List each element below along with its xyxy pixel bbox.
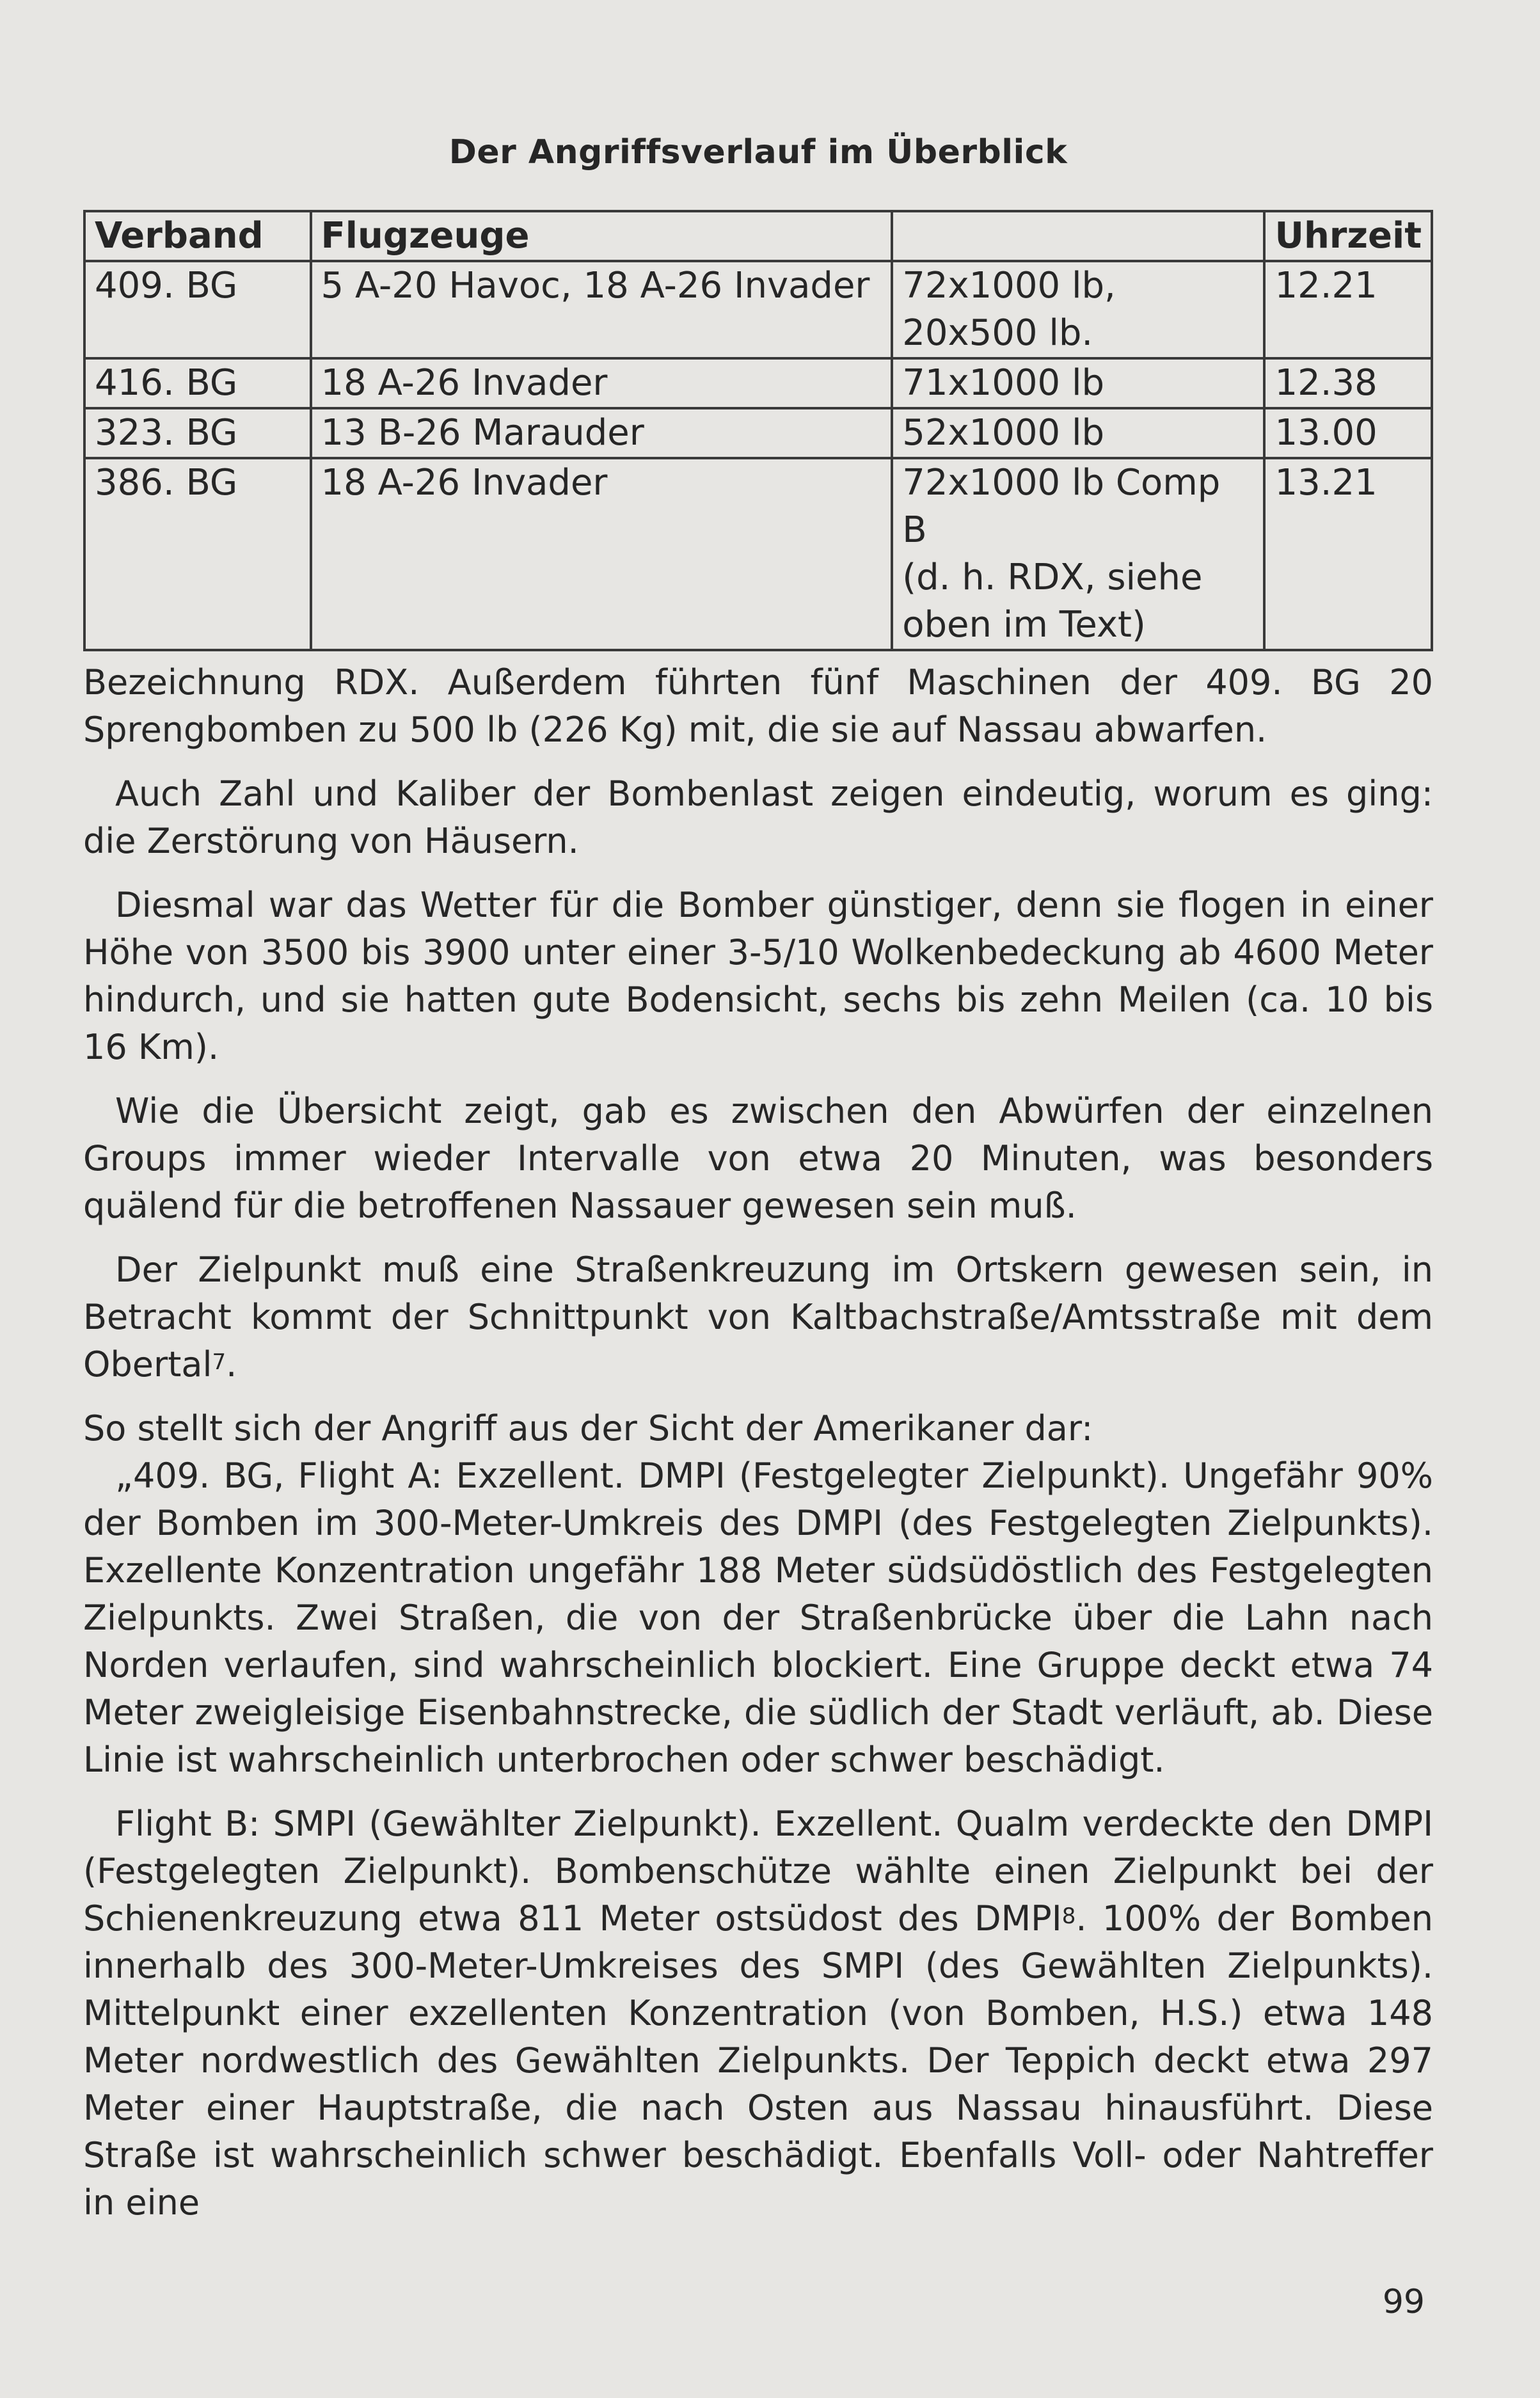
paragraph-text: Der Zielpunkt muß eine Straßenkreuzung im Ortskern gewesen sein, in Betracht kommt der Schnittpunkt von Kaltbachstraße/Amtsstraße mit dem Obertal — [83, 1250, 1433, 1385]
table-caption: Der Angriffsverlauf im Überblick — [449, 133, 1068, 171]
cell-unit: 416. BG — [84, 358, 311, 408]
bombload-line: 72x1000 lb, — [902, 265, 1116, 306]
bombload-line: 52x1000 lb — [902, 412, 1105, 454]
cell-bombload — [892, 458, 1264, 650]
paragraph-text: . — [226, 1344, 237, 1385]
quote-paragraph: „409. BG, Flight A: Exzellent. DMPI (Festgelegter Zielpunkt). Ungefähr 90% der Bomben im 300-Meter-Umkreis des DMPI (des Festgelegten Zielpunkts). Exzellente Konzentration ungefähr 188 Meter südsüdöstlich des Festgelegten Zielpunkts. Zwei Straßen, die von der Straßenbrücke über die Lahn nach Norden verlaufen, sind wahrscheinlich blockiert. Eine Gruppe deckt etwa 74 Meter zweigleisige Eisenbahnstrecke, die südlich der Stadt verläuft, ab. Diese Linie ist wahrscheinlich unterbrochen oder schwer beschädigt. — [83, 1456, 1433, 1780]
paragraph-text: Flight B: SMPI (Gewählter Zielpunkt). Exzellent. Qualm verdeckte den DMPI (Festgelegten Zielpunkt). Bombenschütze wählte einen Zielpunkt bei der Schienenkreuzung etwa 811 Meter ostsüdost des DMPI — [83, 1804, 1433, 1939]
bombload-line: 72x1000 lb Comp B — [902, 462, 1221, 551]
footnote-marker: 7 — [212, 1349, 226, 1375]
cell-unit: 409. BG — [84, 261, 311, 358]
table-row — [84, 458, 1432, 650]
cell-time: 13.21 — [1264, 458, 1432, 650]
cell-aircraft: 13 B-26 Marauder — [311, 408, 893, 458]
paragraph-text: . 100% der Bomben innerhalb des 300-Meter-Umkreises des SMPI (des Gewählten Zielpunkts). Mittelpunkt einer exzellenten Konzentration (von Bomben, H.S.) etwa 148 Meter nordwestlich des Gewählten Zielpunkts. Der Teppich deckt etwa 297 Meter einer Hauptstraße, die nach Osten aus Nassau hinausführt. Diese Straße ist wahrscheinlich schwer beschädigt. Ebenfalls Voll- oder Nahtreffer in eine — [83, 1898, 1434, 2223]
paragraph: So stellt sich der Angriff aus der Sicht der Amerikaner dar: — [83, 1408, 1093, 1449]
bombload-line: 71x1000 lb — [902, 362, 1105, 404]
header-unit: Verband — [84, 211, 311, 261]
header-time: Uhrzeit — [1264, 211, 1432, 261]
table-row — [84, 408, 1432, 458]
quote-paragraph — [83, 1800, 1433, 2227]
cell-unit: 386. BG — [84, 458, 311, 650]
table-row — [84, 261, 1432, 358]
attack-summary-table — [83, 210, 1433, 651]
cell-aircraft: 18 A-26 Invader — [311, 458, 893, 650]
cell-time: 12.21 — [1264, 261, 1432, 358]
paragraph: Wie die Übersicht zeigt, gab es zwischen den Abwürfen der einzelnen Groups immer wieder Intervalle von etwa 20 Minuten, was besonders quälend für die betroffenen Nassauer gewesen sein muß. — [83, 1091, 1433, 1226]
paragraph: Bezeichnung RDX. Außerdem führten fünf Maschinen der 409. BG 20 Sprengbomben zu 500 lb (226 Kg) mit, die sie auf Nassau abwarfen. — [83, 662, 1433, 750]
table-header-row — [84, 211, 1432, 261]
paragraph: Auch Zahl und Kaliber der Bombenlast zeigen eindeutig, worum es ging: die Zerstörung von Häusern. — [83, 774, 1433, 861]
header-bombload — [892, 211, 1264, 261]
table-row — [84, 358, 1432, 408]
cell-bombload — [892, 261, 1264, 358]
paragraph — [83, 1246, 1433, 1388]
header-aircraft: Flugzeuge — [311, 211, 893, 261]
cell-time: 12.38 — [1264, 358, 1432, 408]
cell-bombload — [892, 358, 1264, 408]
cell-aircraft: 5 A-20 Havoc, 18 A-26 Invader — [311, 261, 893, 358]
paragraph: Diesmal war das Wetter für die Bomber günstiger, denn sie flogen in einer Höhe von 3500 bis 3900 unter einer 3-5/10 Wolkenbedeckung ab 4600 Meter hindurch, und sie hatten gute Bodensicht, sechs bis zehn Meilen (ca. 10 bis 16 Km). — [83, 885, 1433, 1067]
cell-unit: 323. BG — [84, 408, 311, 458]
cell-bombload — [892, 408, 1264, 458]
body-text — [83, 659, 1433, 2243]
page-number: 99 — [1382, 2283, 1425, 2321]
cell-time: 13.00 — [1264, 408, 1432, 458]
bombload-line: (d. h. RDX, siehe — [902, 557, 1203, 598]
bombload-line: 20x500 lb. — [902, 312, 1093, 354]
footnote-marker: 8 — [1061, 1903, 1076, 1929]
cell-aircraft: 18 A-26 Invader — [311, 358, 893, 408]
bombload-line: oben im Text) — [902, 604, 1146, 646]
